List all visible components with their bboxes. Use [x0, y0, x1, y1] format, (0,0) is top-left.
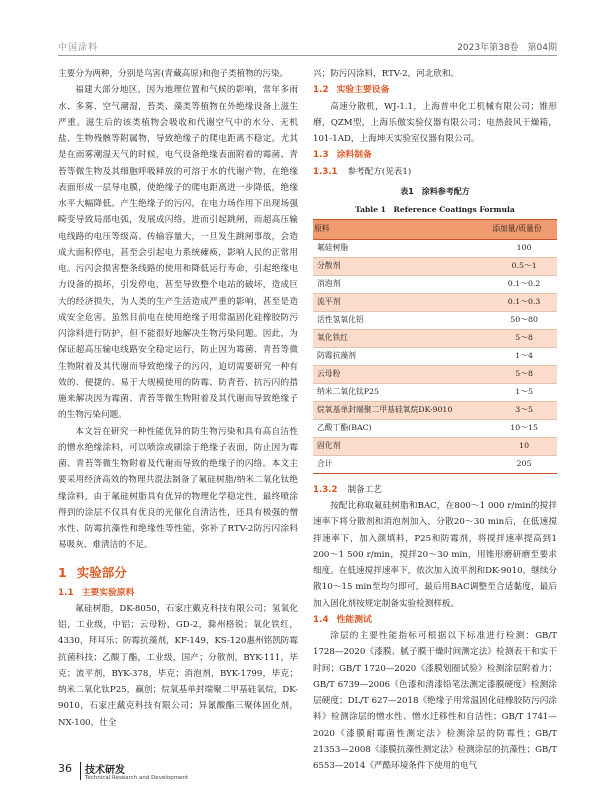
subsection-title: 涂料制备	[336, 150, 372, 161]
cell-amount: 5～8	[491, 329, 557, 347]
paragraph: 氟硅树脂，DK-8050，石家庄戴克科技有限公司；氢氧化铝，工业级，中铝；云母粉，GD-2，滁州格锐；氧化铁红，4330，拜耳乐；防霉抗藻剂，KF-149，KS-120惠州铭凯防霉抗菌科技；乙酸丁酯，工业级，国产；分散剂，BYK-111，毕克；流平剂，BYK-378，毕克；消泡剂，BYK-1799，毕克；纳米二氧化钛P25，赢创；烷氧基单封端聚二甲基硅氧烷，DK-9010，石家庄戴克科技有限公司；异氰酸酯三聚体固化剂，NX-100，仕全	[58, 603, 298, 728]
table-row	[313, 419, 557, 437]
cell-material: 活性氢氧化铝	[313, 311, 491, 329]
table-row	[313, 239, 557, 257]
subsection-title: 实验主要设备	[336, 85, 390, 96]
cell-material: 固化剂	[313, 437, 491, 455]
subsection-number: 1.4	[313, 614, 329, 625]
left-column	[58, 66, 298, 731]
paragraph: 主要分为两种，分别是鸟害(青藏高原)和孢子类植物的污染。	[58, 69, 289, 79]
cell-amount: 3～5	[491, 401, 557, 419]
cell-amount: 5～8	[491, 365, 557, 383]
subsection-title: 性能测试	[336, 614, 372, 625]
section-number: 1	[58, 564, 67, 580]
subsection-number: 1.1	[58, 587, 74, 598]
table-row	[313, 275, 557, 293]
cell-material: 合计	[313, 455, 491, 473]
table-row	[313, 329, 557, 347]
subsection-number: 1.2	[313, 85, 329, 96]
subsubsection-title: 参考配方(见表1)	[347, 166, 412, 177]
paragraph: 涂层的主要性能指标可根据以下标准进行检测：GB/T 1728—2020《漆膜、腻子膜干燥时间测定法》检测表干和实干时间；GB/T 1720—2020《漆膜划圈试验》检测涂层附着力；GB/T 6739—2006《色漆和清漆铅笔法测定漆膜硬度》检测涂层硬度；DL/T 627—2018《绝缘子用常温固化硅橡胶防污闪涂料》检测涂层的憎水性、憎水迁移性和自洁性；GB/T 1741—2020《漆膜耐霉菌性测定法》检测涂层的防霉性；GB/T 21353—2008《漆膜抗藻性测定法》检测涂层的抗藻性；GB/T 6553—2014《严酷环境条件下使用的电气	[313, 631, 557, 771]
table-row	[313, 257, 557, 275]
col-header-material: 原料	[313, 219, 491, 239]
subsection-heading	[58, 585, 298, 601]
cell-material: 乙酸丁酯(BAC)	[313, 419, 491, 437]
footer-divider	[80, 762, 81, 780]
table-row	[313, 311, 557, 329]
cell-amount: 0.1～0.2	[491, 275, 557, 293]
cell-amount: 0.5～1	[491, 257, 557, 275]
cell-amount: 205	[491, 455, 557, 473]
subsection-heading	[313, 82, 557, 98]
cell-material: 云母粉	[313, 365, 491, 383]
table-caption-cn: 表1 涂料参考配方	[400, 186, 470, 196]
subsubsection-number: 1.3.2	[313, 484, 338, 495]
header-rule	[58, 55, 557, 56]
subsection-number: 1.3	[313, 150, 329, 161]
cell-material: 消泡剂	[313, 275, 491, 293]
table-row	[313, 437, 557, 455]
paragraph: 福建大部分地区，因为地理位置和气候的影响，常年多雨水、多雾、空气潮湿，苔类、藻类等植物在外绝缘设备上滋生严重。滋生后的该类植物会吸收和代谢空气中的水分、无机盐、生物残骸等附属物，导致绝缘子的爬电距离不稳定。尤其是在雨雾潮湿天气的时候，电气设备绝缘表面附着的霉菌、青苔等微生物及其细胞呼吸释放的可溶于水的代谢产物，在绝缘表面形成一层导电膜，使绝缘子的爬电距离进一步降低，绝缘水平大幅降低。产生绝缘子的污闪，在电力场作用下出现场强畸变导致局部电弧，发展成闪络，进而引起跳闸，而超高压输电线路的电压等级高、传输容量大，一旦发生跳闸事故，会造成大面积停电，甚至会引起电力系统瘫痪，影响人民的正常用电。污闪会损害整条线路的使用和降低运行寿命，引起绝缘电力设备的损坏，引发停电，甚至导致整个电站的破坏，造成巨大的经济损失，为人类的生产生活造成严重的影响，甚至是造成安全危害。虽然目前电在使用绝缘子用常温固化硅橡胶防污闪涂料进行防护，但不能很好地解决生物污染问题。因此，为保证超高压输电线路安全稳定运行，防止因为霉菌、青苔等微生物附着及其代谢而导致绝缘子的污闪，迫切需要研究一种有效的、便捷的、易于大规模使用的防霉、防青苔、抗污闪的措施来解决因为霉菌、青苔等微生物附着及其代谢而导致绝缘子的生物污染问题。	[58, 85, 298, 421]
table-row	[313, 365, 557, 383]
formula-table	[313, 219, 557, 474]
paragraph: 高速分散机，WJ-1.1，上海普申化工机械有限公司；锥形磨，QZM型，上海乐傲实验仪器有限公司；电热鼓风干燥箱，101-1AD，上海坤天实验室仪器有限公司。	[313, 101, 557, 144]
paragraph: 按配比称取氟硅树脂和BAC，在800～1 000 r/min的搅拌速率下将分散剂和消泡剂加入，分散20～30 min后，在低速搅拌速率下，加入颜填料，P25和防霉剂，将搅拌速率提高到1 200～1 500 r/min，搅拌20～30 min，用锥形磨研磨至要求细度。在低速搅拌速率下，依次加入流平剂和DK-9010，继续分散10～15 min至均匀即可，最后用BAC调整至合适黏度，最后加入固化剂按规定制备实验检测样板。	[313, 501, 557, 609]
cell-amount: 1～5	[491, 383, 557, 401]
cell-amount: 100	[491, 239, 557, 257]
cell-material: 分散剂	[313, 257, 491, 275]
cell-material: 烷氧基单封端聚二甲基硅氧烷DK-9010	[313, 401, 491, 419]
subsection-heading	[313, 147, 557, 163]
paragraph: 兴；防污闪涂料，RTV-2，河北欣和。	[313, 69, 460, 79]
section-title: 实验部分	[76, 564, 127, 580]
table-row	[313, 347, 557, 365]
subsubsection-heading	[313, 164, 557, 180]
table-header-row	[313, 219, 557, 239]
cell-amount: 1～4	[491, 347, 557, 365]
cell-material: 氧化铁红	[313, 329, 491, 347]
paragraph: 本文旨在研究一种性能优异的防生物污染和具有高自洁性的憎水绝缘涂料，可以喷涂或刷涂于绝缘子表面，防止因为霉菌、青苔等微生物附着及代谢而导致的绝缘子的闪络。本文主要采用经济高效的物理共混法制备了氟硅树脂/纳米二氧化钛绝缘涂料，由于氟硅树脂具有优异的物理化学稳定性，最终喷涂得到的涂层不仅具有优良的光催化自清洁性，还具有极强的憎水性、防霉抗藻性和绝缘性等性能，弥补了RTV-2防污闪涂料易吸灰、难清洁的不足。	[58, 426, 298, 551]
cell-amount: 10～15	[491, 419, 557, 437]
table-row	[313, 383, 557, 401]
cell-material: 流平剂	[313, 293, 491, 311]
journal-name: 中国涂料	[58, 43, 99, 53]
page-header	[0, 0, 600, 58]
subsubsection-title: 制备工艺	[347, 484, 382, 495]
page-number: 36	[58, 762, 72, 775]
table-row	[313, 293, 557, 311]
table-row	[313, 455, 557, 473]
footer-section-en: Technical Research and Development	[85, 775, 189, 781]
table-row	[313, 401, 557, 419]
cell-material: 纳米二氧化钛P25	[313, 383, 491, 401]
right-column	[313, 66, 557, 774]
cell-amount: 0.1～0.3	[491, 293, 557, 311]
cell-material: 氟硅树脂	[313, 239, 491, 257]
cell-amount: 50～80	[491, 311, 557, 329]
cell-amount: 10	[491, 437, 557, 455]
subsubsection-number: 1.3.1	[313, 166, 338, 177]
subsubsection-heading	[313, 482, 557, 498]
table-caption-en: Table 1 Reference Coatings Formula	[355, 204, 515, 214]
section-heading	[58, 564, 298, 582]
cell-material: 防霉抗藻剂	[313, 347, 491, 365]
subsection-title: 主要实验原料	[81, 587, 135, 598]
issue-info: 2023年第38卷 第04期	[457, 43, 557, 53]
subsection-heading	[313, 612, 557, 628]
footer-section-cn: 技术研发	[85, 765, 125, 776]
col-header-amount: 添加量/质量份	[491, 219, 557, 239]
